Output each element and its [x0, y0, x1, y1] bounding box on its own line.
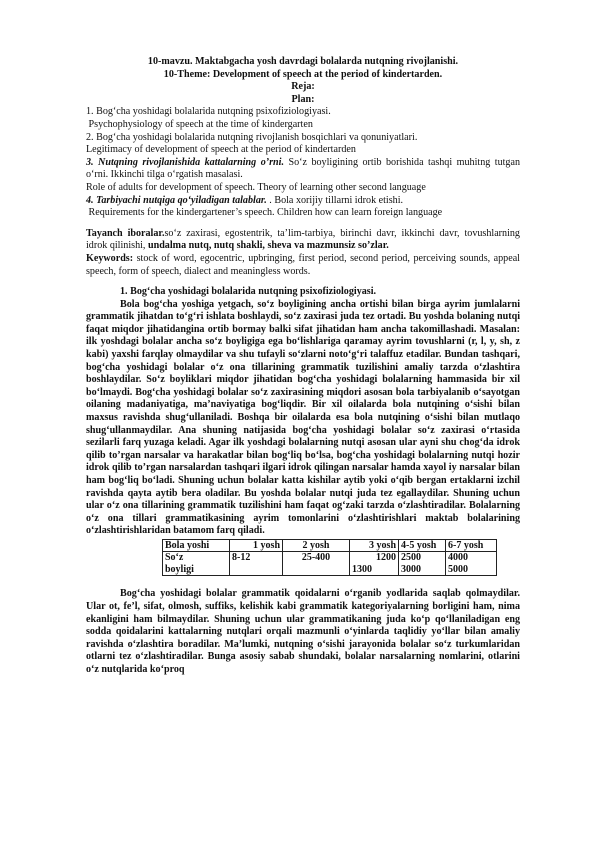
table-header-cell: 6-7 yosh — [446, 539, 497, 552]
plan-item-3-uz — [86, 157, 520, 182]
reja-heading: Reja: — [291, 81, 315, 93]
table-header-row — [163, 539, 497, 552]
table-cell: 25-400 — [283, 552, 350, 576]
table-header-cell: 4-5 yosh — [399, 539, 446, 552]
plan-item-3-title: 3. Nutqning rivojlanishida kattalarning o’rni. — [86, 156, 284, 168]
keywords-uz-text: so‘z zaxirasi, egostentrik, ta’lim-tarbiya, birinchi davr, ikkinchi davr, tovushlarning idrok qilinishi, — [86, 227, 520, 252]
table-row — [163, 552, 497, 576]
plan-item-4-rest: . Bola xorijiy tillarni idrok etishi. — [266, 194, 404, 206]
paragraph-2: Bog‘cha yoshidagi bolalar grammatik qoidalarni o‘rganib yodlarida saqlab qolmaydilar. Ular ot, fe’l, sifat, olmosh, suffiks, kelishik kabi grammatik kategoriyalarning borligini ham, nima ekanligini ham bilmaydilar. Shuning uchun ular grammatikaning juda ko‘p qo‘llaniladigan eng sodda qoidalarini kattalarning nutqlari orqali mazmunli o‘yinlarda taqlidiy yo‘llar bilan amaliy ravishda o‘zlashtira boradilar. Ma’lumki, nutqning o‘sishi jarayonida bolalar so‘z turkumlaridan otlarni tez o‘zlashtiradilar. Bunga asosiy sabab shundaki, bolalar narsalarning nomlarini, otlarini o‘z nutqlarida ko‘proq — [86, 588, 520, 676]
plan-item-4-en: Requirements for the kindergartener’s speech. Children how can learn foreign language — [86, 207, 443, 219]
title-english: 10-Theme: Development of speech at the period of kindertarden. — [163, 68, 443, 80]
plan-heading: Plan: — [291, 93, 315, 105]
table-header-cell: 2 yosh — [283, 539, 350, 552]
table-cell: 1200 1300 — [350, 552, 399, 576]
table-row-label: So‘z boyligi — [163, 552, 230, 576]
keywords-en — [86, 253, 520, 278]
vocabulary-table — [162, 539, 497, 577]
table-cell: 8-12 — [230, 552, 283, 576]
plan-item-4-uz — [86, 195, 520, 208]
section-1-paragraph: Bola bog‘cha yoshiga yetgach, so‘z boyligining ancha ortishi bilan birga ayrim jumlalarni grammatik jihatdan to‘g‘ri ishlata boshlaydi, so‘z zaxirasi juda tez ortadi. Bu yoshda bolaning nutqi faqat miqdor jihatidangina ortib bormay balki sifat jihatidan ham ancha takomillashadi. Masalan: ilk yoshdagi bolalar ancha so‘z boyligiga ega bo‘lishlariga qaramay ayrim tovushlarni (r, l, y, sh, z kabi) yaxshi farqlay olmaydilar va shu tufayli so‘zlarni noto‘g‘ri talaffuz etadilar. Bundan tashqari, bog‘cha yoshidagi bolalar o‘z ona tillarining grammatik tuzilishini amaliy tarzda o‘zlashtira boshlaydilar. So‘z boyliklari miqdor jihatidan bog‘cha yoshidagi bolalarning hammasida bir xil bo‘lmaydi. Bog‘cha yoshidagi bolalar so‘z zaxirasining miqdori asosan bola tarbiyalanib o‘sayotgan oilaning madaniyatiga, ma’naviyatiga bog‘liqdir. Bir xil oilalarda bola nutqining o‘sishi bilan maxsus ravishda shug‘ullaniladi. Boshqa bir oilalarda esa bola nutqining o‘sishi bilan mutlaqo shug‘ullanmaydilar. Ana shuning natijasida bog‘cha yoshidagi bolalar so‘z zaxirasi o‘rtasida sezilarli farq yuzaga keladi. Agar ilk yoshdagi bolalarning nutqi asosan ular ayni shu chog‘da idrok qilib to’rgan narsalar va harakatlar bilan bog‘liq bo‘lsa, bog‘cha yoshidagi bolalarning nutqi hozir idrok qilib to’rgan narsalardan tashqari ilgari idrok qilingan narsalar hamda xayol iy narsalar bilan ham bog‘liq bo‘ladi. Shuning uchun bolalar katta kishilar aytib yoki o‘qib bergan ertaklarni izchil ravishda qayta aytib bera oladilar. Bu yoshda bolalar nutqi juda tez egallaydilar. Shuning uchun ular o‘z ona tillarining grammatik tuzilishini ham faqat og‘zaki tarzda o‘zlashtiradilar. Bolalarning o‘z ona tillari grammatikasining ayrim tomonlarini o‘zlashtirishlari maktab bolalarining o‘zlashtirishlaridan batamom farq qiladi. — [86, 298, 520, 537]
table-header-cell: 1 yosh — [230, 539, 283, 552]
section-1-heading: 1. Bog‘cha yoshidagi bolalarida nutqning psixofiziologiyasi. — [120, 286, 377, 298]
title-uzbek: 10-mavzu. Maktabgacha yosh davrdagi bolalarda nutqning rivojlanishi. — [147, 56, 459, 67]
keywords-uz-bold: undalma nutq, nutq shakli, sheva va mazmunsiz so’zlar. — [147, 240, 389, 252]
plan-item-1-uz: 1. Bog‘cha yoshidagi bolalarida nutqning psixofiziologiyasi. — [86, 106, 331, 118]
table-header-cell: Bola yoshi — [163, 539, 230, 552]
keywords-en-text: stock of word, egocentric, upbringing, first period, second period, perceiving sounds, appeal speech, form of speech, dialect and meaningless words. — [86, 252, 520, 277]
table-cell: 2500 3000 — [399, 552, 446, 576]
plan-item-2-uz: 2. Bog‘cha yoshidagi bolalarida nutqning rivojlanish bosqichlari va qonuniyatlari. — [86, 131, 418, 143]
plan-item-1-en: Psychophysiology of speech at the time of kindergarten — [86, 118, 313, 130]
plan-item-3-rest: So‘z boyligining ortib borishida tashqi muhitng tutgan o‘rni. Ikkinchi tilga o‘rgatish masalasi. — [86, 156, 520, 181]
plan-list — [86, 106, 520, 219]
plan-item-2-en: Legitimacy of development of speech at the period of kindertarden — [86, 144, 356, 156]
keywords-uz — [86, 228, 520, 253]
table-header-cell: 3 yosh — [350, 539, 399, 552]
plan-item-4-title: 4. Tarbiyachi nutqiga qo‘yiladigan talablar. — [86, 194, 267, 206]
table-cell: 4000 5000 — [446, 552, 497, 576]
keywords-uz-label: Tayanch iboralar. — [86, 227, 165, 239]
keywords-en-label: Keywords: — [86, 252, 134, 264]
plan-item-3-en: Role of adults for development of speech. Theory of learning other second language — [86, 181, 426, 193]
